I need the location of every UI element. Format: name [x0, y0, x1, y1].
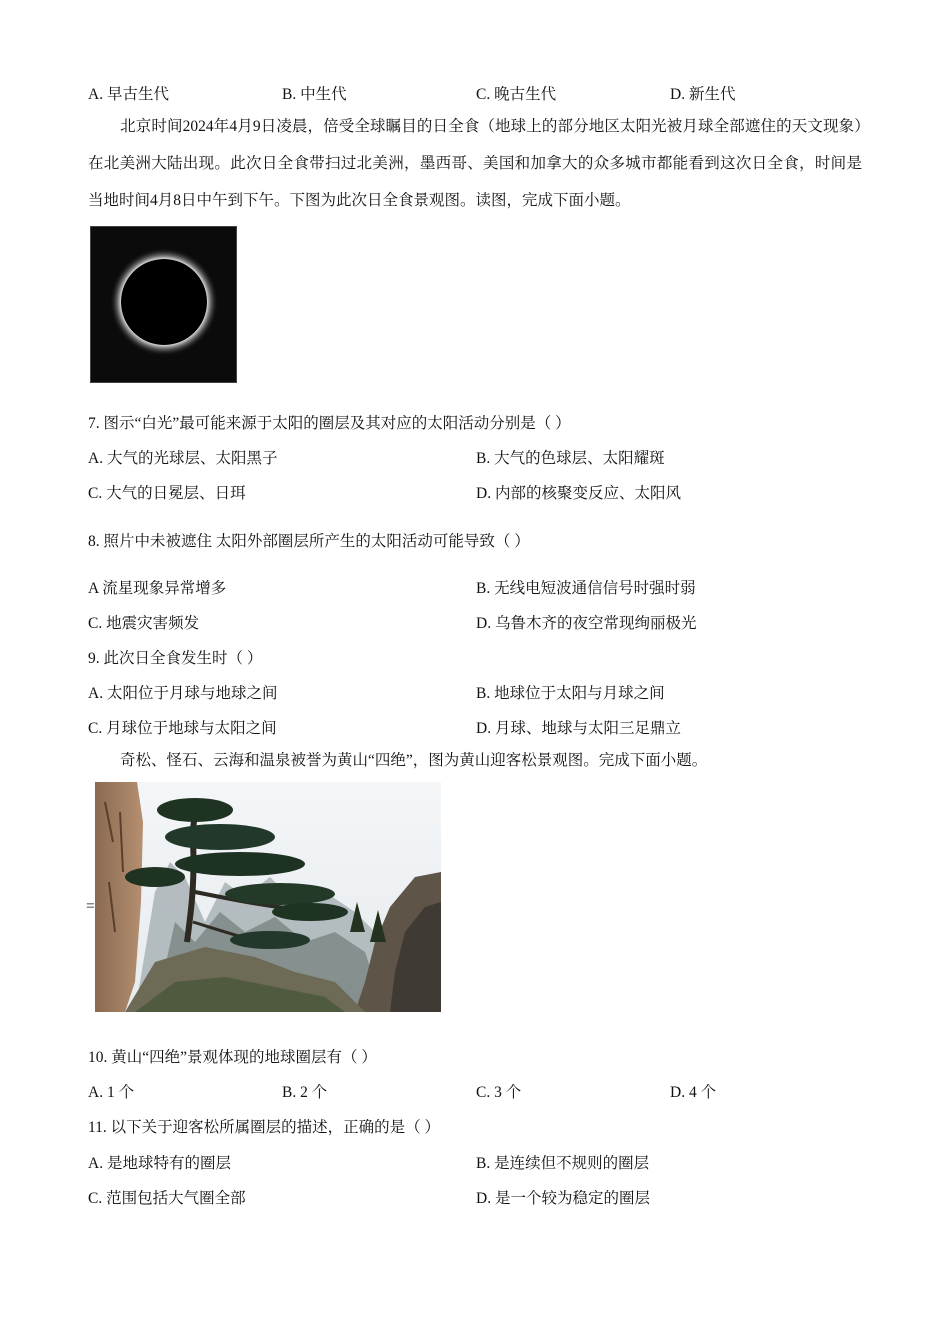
passage-huangshan	[88, 742, 862, 779]
q9-option-c: C. 月球位于地球与太阳之间	[88, 720, 277, 737]
q8-stem: 8. 照片中未被遮住 太阳外部圈层所产生的太阳活动可能导致（ ）	[88, 533, 530, 550]
huangshan-pine-graphic	[95, 782, 441, 1012]
stray-mark: =	[86, 898, 95, 915]
q11-option-b: B. 是连续但不规则的圈层	[476, 1155, 650, 1172]
q8-option-c: C. 地震灾害频发	[88, 615, 200, 632]
q7-option-b: B. 大气的色球层、太阳耀斑	[476, 450, 665, 467]
prev-option-c: C. 晚古生代	[476, 86, 557, 103]
huangshan-pine-photo	[95, 782, 441, 1012]
prev-option-b: B. 中生代	[282, 86, 347, 103]
q11-stem: 11. 以下关于迎客松所属圈层的描述，正确的是（ ）	[88, 1119, 441, 1136]
passage-eclipse-text: 北京时间2024年4月9日凌晨，倍受全球瞩目的日全食（地球上的部分地区太阳光被月球全部遮住的天文现象）在北美洲大陆出现。此次日全食带扫过北美洲，墨西哥、美国和加拿大的众多城市都能看到这次日全食，时间是当地时间4月8日中午到下午。下图为此次日全食景观图。读图，完成下面小题。	[88, 118, 862, 209]
q7-option-d: D. 内部的核聚变反应、太阳风	[476, 485, 681, 502]
q10-option-d: D. 4 个	[670, 1084, 717, 1101]
q10-option-c: C. 3 个	[476, 1084, 522, 1101]
eclipse-photo-graphic	[90, 226, 237, 383]
q9-stem: 9. 此次日全食发生时（ ）	[88, 650, 263, 667]
q9-option-b: B. 地球位于太阳与月球之间	[476, 685, 665, 702]
q10-stem: 10. 黄山“四绝”景观体现的地球圈层有（ ）	[88, 1049, 377, 1066]
q8-option-d: D. 乌鲁木齐的夜空常现绚丽极光	[476, 615, 697, 632]
q11-option-a: A. 是地球特有的圈层	[88, 1155, 231, 1172]
eclipse-photo	[90, 226, 237, 383]
passage-eclipse	[88, 108, 862, 219]
prev-option-a: A. 早古生代	[88, 86, 169, 103]
q7-option-a: A. 大气的光球层、太阳黑子	[88, 450, 278, 467]
q7-stem: 7. 图示“白光”最可能来源于太阳的圈层及其对应的太阳活动分别是（ ）	[88, 415, 571, 432]
q11-option-c: C. 范围包括大气圈全部	[88, 1190, 246, 1207]
q11-option-d: D. 是一个较为稳定的圈层	[476, 1190, 650, 1207]
q10-option-a: A. 1 个	[88, 1084, 135, 1101]
passage-huangshan-text: 奇松、怪石、云海和温泉被誉为黄山“四绝”，图为黄山迎客松景观图。完成下面小题。	[120, 752, 708, 769]
q8-option-a: A 流星现象异常增多	[88, 580, 227, 597]
q8-option-b: B. 无线电短波通信信号时强时弱	[476, 580, 696, 597]
prev-option-d: D. 新生代	[670, 86, 736, 103]
q10-option-b: B. 2 个	[282, 1084, 328, 1101]
q7-option-c: C. 大气的日冕层、日珥	[88, 485, 246, 502]
q9-option-d: D. 月球、地球与太阳三足鼎立	[476, 720, 681, 737]
moon-disc	[121, 259, 207, 345]
q9-option-a: A. 太阳位于月球与地球之间	[88, 685, 278, 702]
